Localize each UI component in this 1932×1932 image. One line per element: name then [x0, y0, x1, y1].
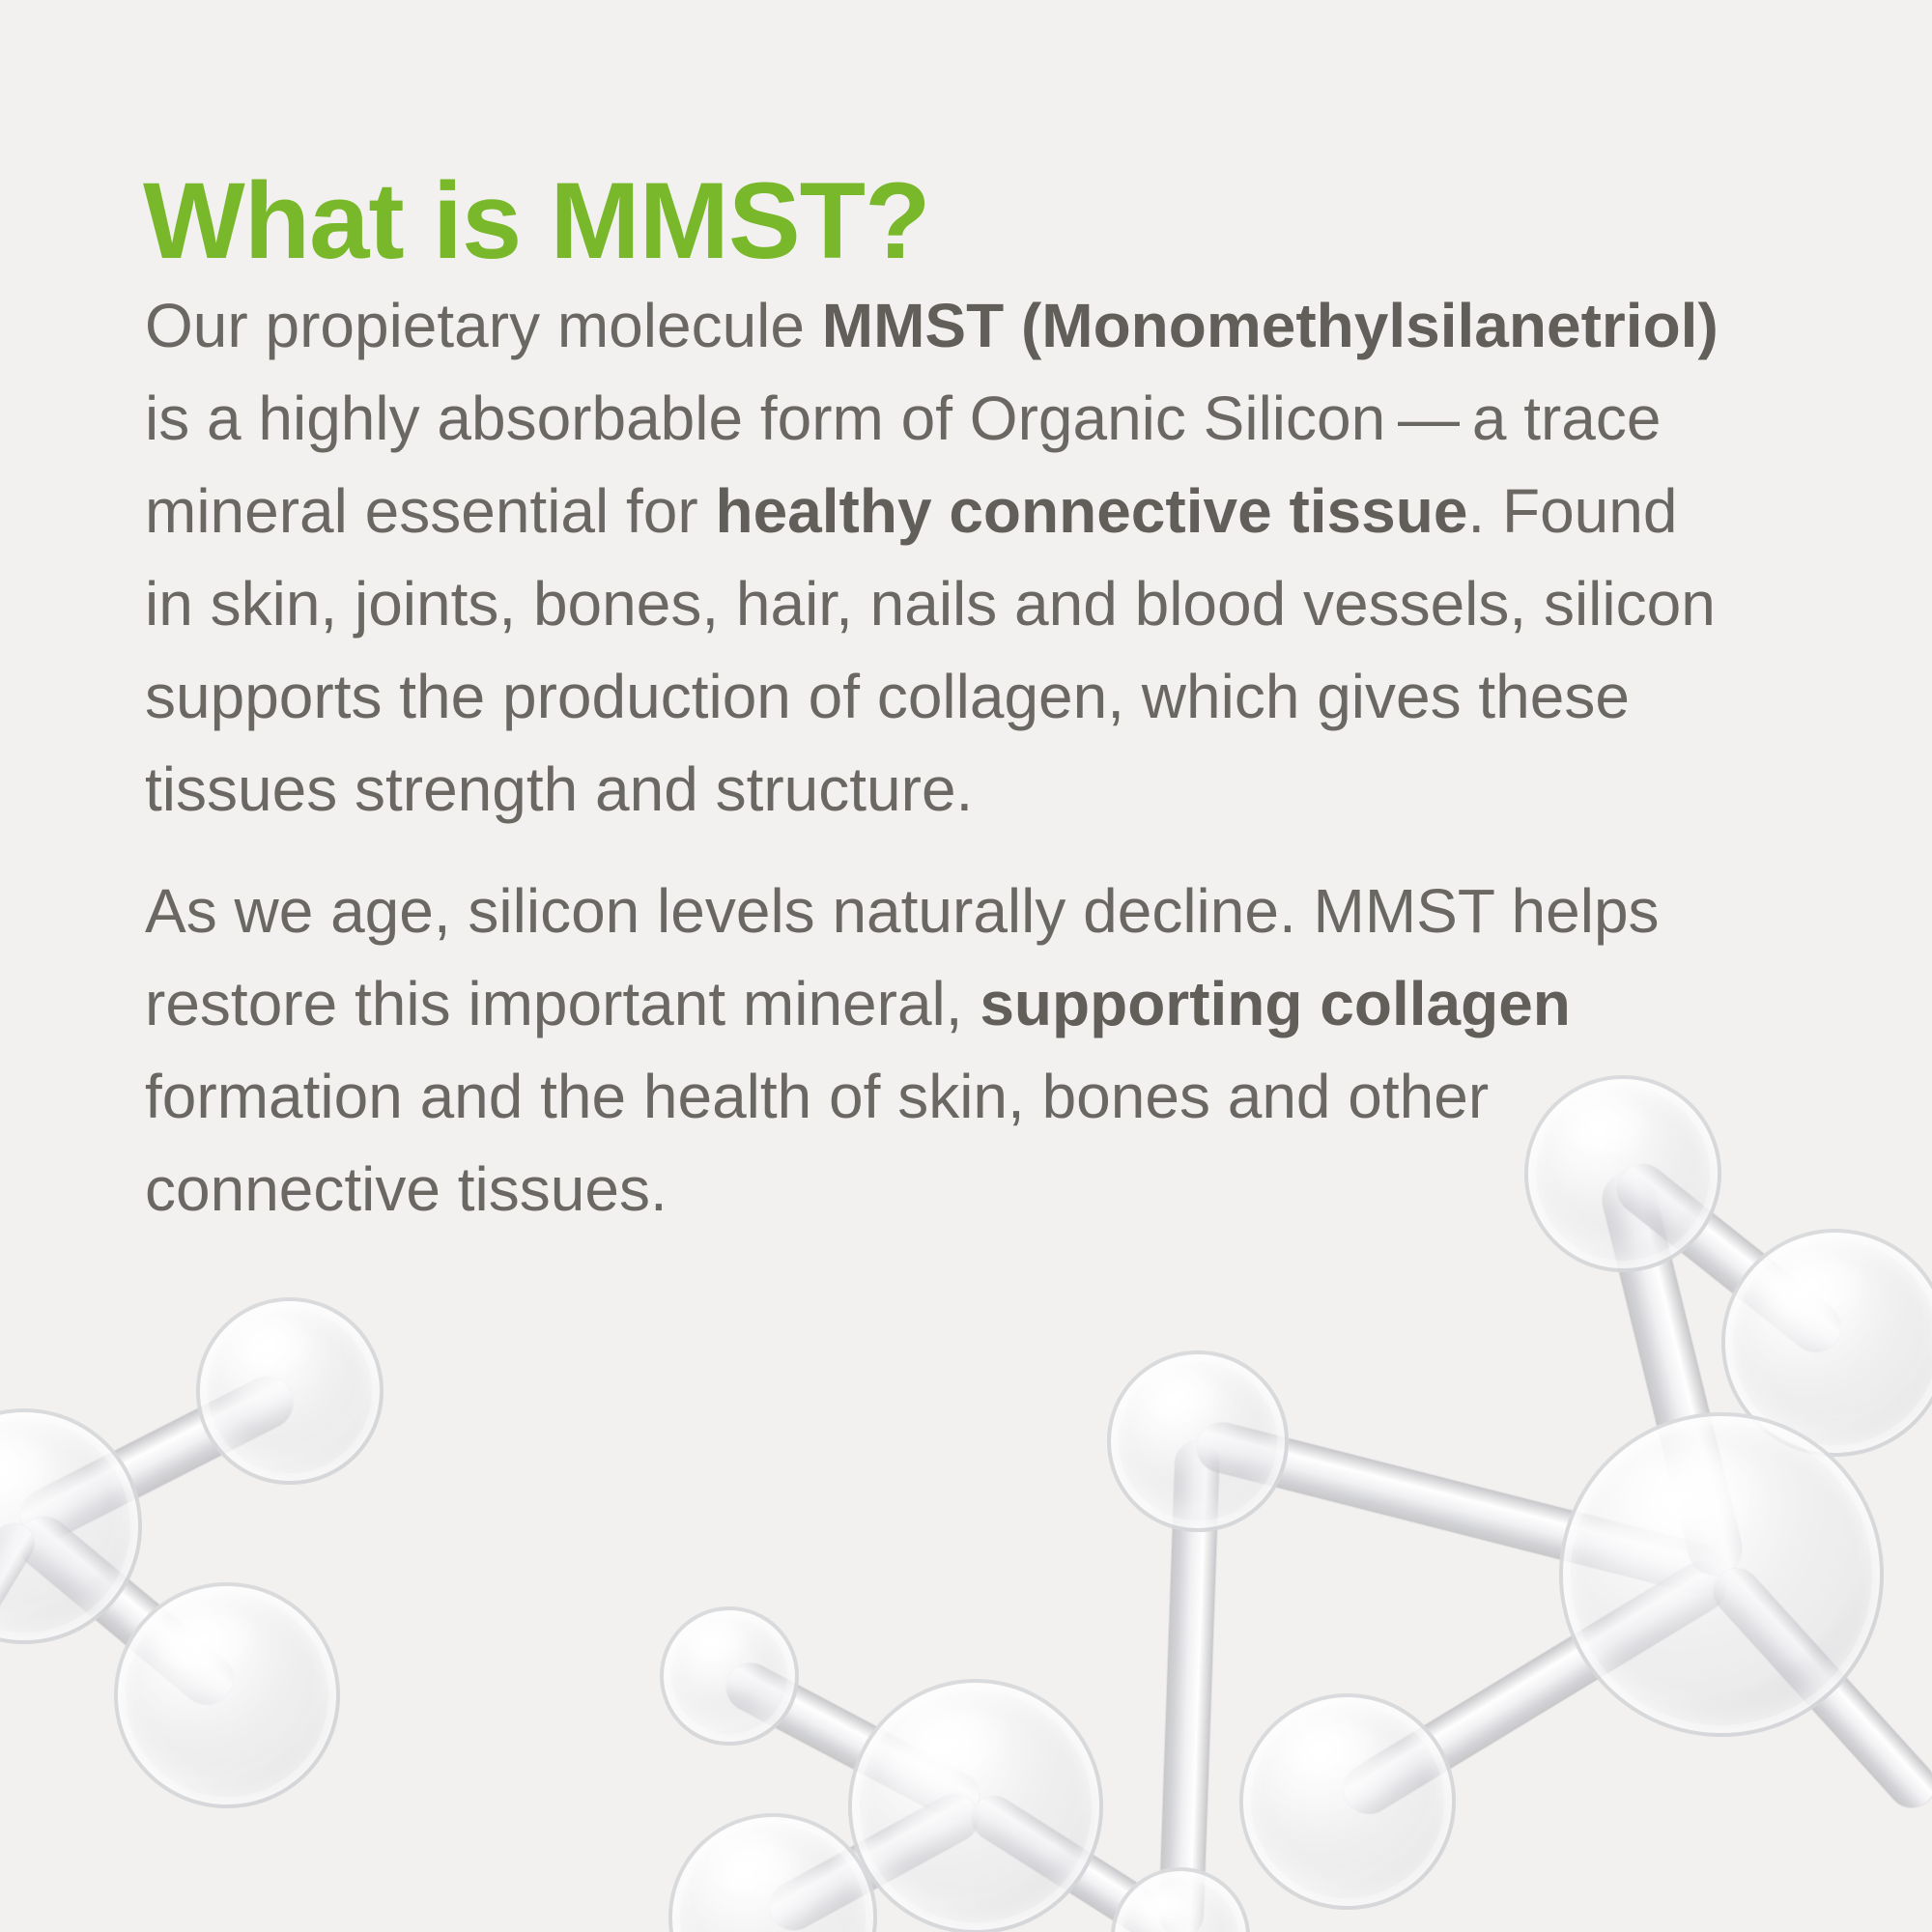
- molecule-atom: [660, 1606, 799, 1746]
- molecule-atom: [1559, 1412, 1884, 1737]
- body-text: connective tissues.: [145, 1154, 668, 1224]
- body-paragraph: [145, 279, 1874, 836]
- molecule-atom: [668, 1813, 877, 1932]
- molecule-atom: [196, 1297, 384, 1485]
- emphasis-text: MMST (Monomethylsilanetriol): [821, 291, 1719, 360]
- page-title: What is MMST?: [143, 160, 930, 282]
- body-text: formation and the health of skin, bones and other: [145, 1062, 1490, 1131]
- body-text: is a highly absorbable form of Organic Silicon — a trace: [145, 384, 1662, 453]
- body-text: . Found: [1467, 476, 1678, 546]
- body-text: restore this important mineral,: [145, 969, 980, 1038]
- molecule-atom: [1239, 1693, 1456, 1910]
- molecule-atom: [114, 1582, 340, 1808]
- molecule-atom: [848, 1679, 1103, 1932]
- body-text: Our propietary molecule: [145, 291, 822, 360]
- emphasis-text: supporting collagen: [980, 969, 1571, 1038]
- body-paragraph: [145, 865, 1874, 1236]
- body-text: in skin, joints, bones, hair, nails and blood vessels, silicon: [145, 569, 1716, 639]
- molecule-atom: [1107, 1350, 1289, 1532]
- body-text: supports the production of collagen, which gives these: [145, 662, 1630, 731]
- body-text: mineral essential for: [145, 476, 716, 546]
- body-text: As we age, silicon levels naturally decline. MMST helps: [145, 876, 1660, 946]
- molecule-atom: [1111, 1867, 1250, 1932]
- body-text: tissues strength and structure.: [145, 754, 974, 824]
- body-copy: [145, 279, 1874, 1264]
- emphasis-text: healthy connective tissue: [715, 476, 1468, 546]
